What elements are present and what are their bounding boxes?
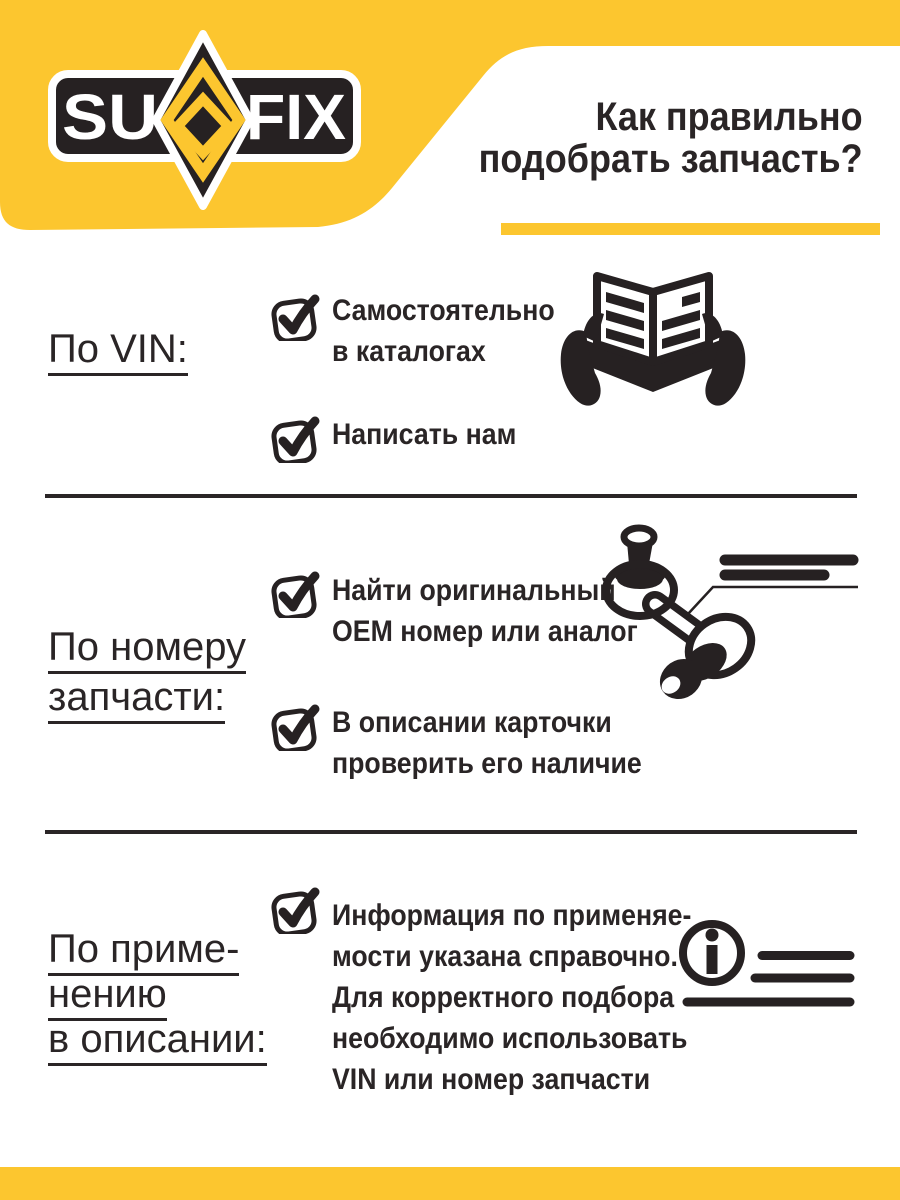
section-heading-part-number <box>48 626 246 726</box>
title-underline-bar <box>501 223 880 235</box>
logo-text-fix: FIX <box>246 81 347 153</box>
sufix-logo <box>0 0 420 240</box>
section-heading-application <box>48 928 267 1063</box>
checkmark-icon <box>268 409 322 463</box>
section-divider <box>45 494 857 498</box>
check-item-text: Написать нам <box>332 418 517 451</box>
footer-bar <box>0 1167 900 1200</box>
info-icon <box>672 912 862 1012</box>
heading-line: По приме- <box>48 928 239 976</box>
catalog-book-in-hands-icon <box>556 270 750 410</box>
heading-line: запчасти: <box>48 676 225 724</box>
section-divider <box>45 830 857 834</box>
page-title-line1: Как правильно <box>595 95 863 139</box>
check-item-text: Информация по применяе- мости указана справочно. Для корректного подбора необходимо использовать VIN или номер запчасти <box>332 899 692 1096</box>
heading-line: нению <box>48 973 167 1021</box>
checkmark-icon <box>268 287 322 341</box>
check-item-text: В описании карточки проверить его наличие <box>332 706 642 780</box>
heading-line: в описании: <box>48 1018 267 1066</box>
logo-text-su: SU <box>62 81 158 153</box>
checkmark-icon <box>268 564 322 618</box>
checkmark-icon <box>268 697 322 751</box>
section-heading-vin <box>48 328 188 378</box>
checkmark-icon <box>268 880 322 934</box>
check-item-text: Самостоятельно в каталогах <box>332 294 555 368</box>
check-item-text: Найти оригинальный ОЕМ номер или аналог <box>332 574 638 648</box>
page-title-line2: подобрать запчасть? <box>478 137 863 181</box>
heading-line: По VIN: <box>48 328 188 376</box>
stabilizer-link-part-icon <box>575 512 865 707</box>
page-title <box>479 96 863 180</box>
heading-line: По номеру <box>48 626 246 674</box>
